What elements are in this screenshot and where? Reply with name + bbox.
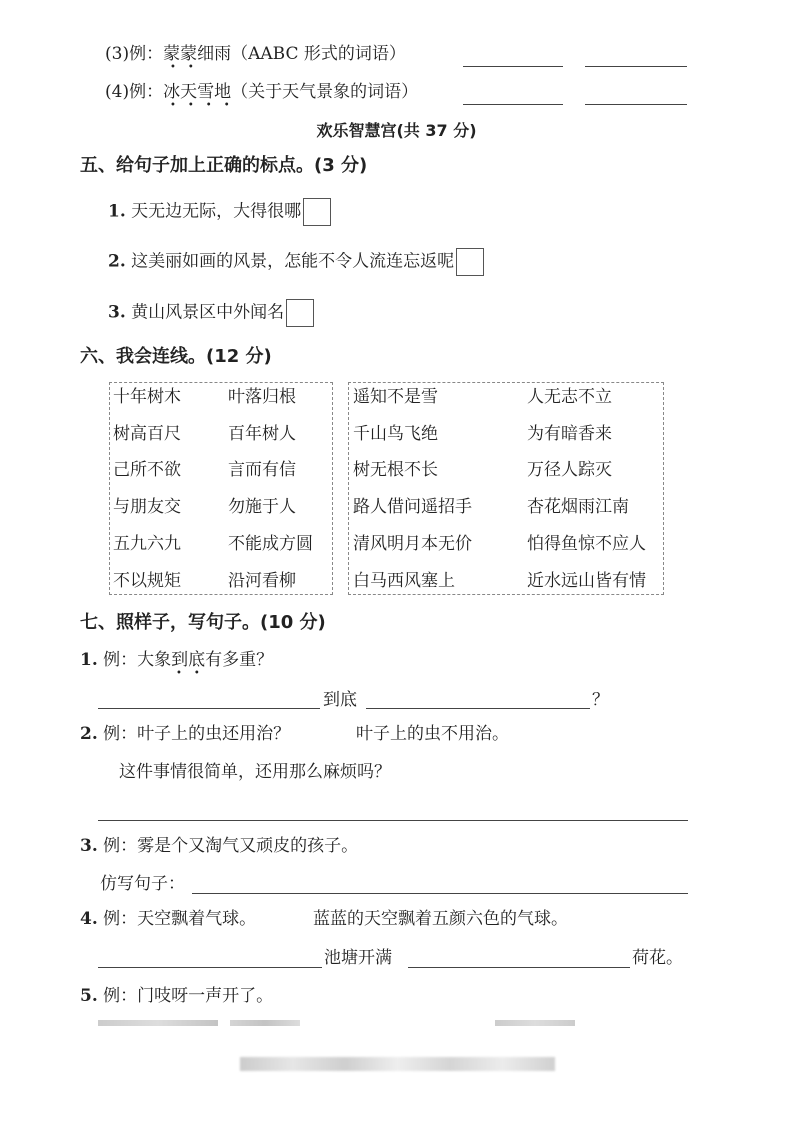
section-title: 欢乐智慧宫(共 37 分) bbox=[316, 121, 477, 140]
match-item[interactable]: 十年树木 bbox=[113, 387, 181, 407]
match-item[interactable]: 万径人踪灭 bbox=[527, 460, 612, 480]
sec5-item-2 bbox=[108, 248, 484, 276]
match-item[interactable]: 言而有信 bbox=[228, 460, 296, 480]
sec6-heading: 六、我会连线。(12 分) bbox=[80, 346, 272, 367]
answer-blank[interactable] bbox=[98, 967, 322, 968]
q4-mid-text: 池塘开满 bbox=[324, 948, 392, 968]
match-item[interactable]: 不以规矩 bbox=[113, 571, 181, 591]
match-item[interactable]: 人无志不立 bbox=[527, 387, 612, 407]
sec7-q5-example bbox=[80, 984, 273, 1008]
cropped-text-fragment bbox=[230, 1020, 300, 1026]
q4-answer-text: 蓝蓝的天空飘着五颜六色的气球。 bbox=[313, 909, 568, 929]
match-item[interactable]: 白马西风塞上 bbox=[353, 571, 455, 591]
punctuation-box[interactable] bbox=[303, 198, 331, 226]
top-item-4-note: （关于天气景象的词语） bbox=[231, 82, 419, 102]
answer-blank[interactable] bbox=[463, 104, 563, 105]
item-number: 1. bbox=[108, 201, 126, 222]
example-text: 例：天空飘着气球。 bbox=[103, 909, 257, 929]
punctuation-box[interactable] bbox=[456, 248, 484, 276]
item-text: 天无边无际，大得很哪 bbox=[131, 201, 302, 222]
cropped-text-fragment bbox=[98, 1020, 218, 1026]
q1-mid-text: 到底 bbox=[323, 690, 357, 710]
item-number: 1. bbox=[80, 650, 98, 670]
match-item[interactable]: 路人借问遥招手 bbox=[353, 497, 472, 517]
answer-blank[interactable] bbox=[98, 820, 688, 821]
match-item[interactable]: 勿施于人 bbox=[228, 497, 296, 517]
example-text: 例：门吱呀一声开了。 bbox=[103, 986, 274, 1006]
sec7-q3-example bbox=[80, 834, 358, 858]
q4-end-text: 荷花。 bbox=[632, 948, 683, 968]
answer-blank[interactable] bbox=[408, 967, 630, 968]
item-number: 5. bbox=[80, 986, 98, 1006]
q3-prompt-text: 仿写句子： bbox=[100, 874, 185, 894]
item-number: 2. bbox=[80, 724, 98, 744]
sec5-heading: 五、给句子加上正确的标点。(3 分) bbox=[80, 155, 368, 176]
match-item[interactable]: 百年树人 bbox=[228, 424, 296, 444]
match-item[interactable]: 为有暗香来 bbox=[527, 424, 612, 444]
q2-prompt-text: 这件事情很简单，还用那么麻烦吗？ bbox=[119, 762, 391, 782]
match-item[interactable]: 怕得鱼惊不应人 bbox=[527, 534, 646, 554]
blurred-footer bbox=[240, 1057, 555, 1071]
item-number: 2. bbox=[108, 251, 126, 272]
match-item[interactable]: 千山鸟飞绝 bbox=[353, 424, 438, 444]
answer-blank[interactable] bbox=[98, 708, 320, 709]
answer-blank[interactable] bbox=[366, 708, 590, 709]
match-item[interactable]: 树无根不长 bbox=[353, 460, 438, 480]
matching-box-right bbox=[348, 382, 664, 595]
emphasis-dots: •••• bbox=[170, 100, 242, 111]
answer-blank[interactable] bbox=[585, 66, 687, 67]
q2-answer-text: 叶子上的虫不用治。 bbox=[356, 724, 509, 744]
q1-end-text: ？ bbox=[592, 690, 609, 710]
top-item-3-prefix: (3)例： bbox=[105, 44, 164, 64]
sec5-item-1 bbox=[108, 198, 331, 226]
sec7-heading: 七、照样子，写句子。(10 分) bbox=[80, 612, 326, 633]
match-item[interactable]: 树高百尺 bbox=[113, 424, 181, 444]
cropped-text-fragment bbox=[495, 1020, 575, 1026]
top-item-4 bbox=[105, 80, 418, 104]
example-text: 例：叶子上的虫还用治？ bbox=[103, 724, 291, 744]
sec7-q4-example bbox=[80, 907, 256, 931]
match-item[interactable]: 与朋友交 bbox=[113, 497, 181, 517]
punctuation-box[interactable] bbox=[286, 299, 314, 327]
top-item-3 bbox=[105, 42, 406, 66]
answer-blank[interactable] bbox=[585, 104, 687, 105]
item-number: 4. bbox=[80, 909, 98, 929]
top-item-4-prefix: (4)例： bbox=[105, 82, 164, 102]
sec5-item-3 bbox=[108, 299, 314, 327]
item-number: 3. bbox=[108, 302, 126, 323]
emphasis-dots: •• bbox=[170, 62, 206, 73]
matching-box-left bbox=[109, 382, 333, 595]
top-item-3-word: 蒙蒙细雨 bbox=[163, 44, 232, 64]
match-item[interactable]: 近水远山皆有情 bbox=[527, 571, 646, 591]
match-item[interactable]: 不能成方圆 bbox=[228, 534, 313, 554]
sec7-q2-example bbox=[80, 722, 290, 746]
match-item[interactable]: 遥知不是雪 bbox=[353, 387, 438, 407]
match-item[interactable]: 沿河看柳 bbox=[228, 571, 296, 591]
match-item[interactable]: 叶落归根 bbox=[228, 387, 296, 407]
example-text: 例：雾是个又淘气又顽皮的孩子。 bbox=[103, 836, 359, 856]
answer-blank[interactable] bbox=[463, 66, 563, 67]
item-text: 黄山风景区中外闻名 bbox=[131, 302, 285, 323]
answer-blank[interactable] bbox=[192, 893, 688, 894]
emphasis-dots: •• bbox=[176, 668, 212, 679]
match-item[interactable]: 己所不欲 bbox=[113, 460, 181, 480]
match-item[interactable]: 五九六九 bbox=[113, 534, 181, 554]
item-number: 3. bbox=[80, 836, 98, 856]
top-item-3-note: （AABC 形式的词语） bbox=[231, 44, 406, 64]
top-item-4-word: 冰天雪地 bbox=[163, 82, 232, 102]
match-item[interactable]: 清风明月本无价 bbox=[353, 534, 472, 554]
example-text: 例：大象到底有多重？ bbox=[103, 650, 274, 670]
match-item[interactable]: 杏花烟雨江南 bbox=[527, 497, 629, 517]
item-text: 这美丽如画的风景，怎能不令人流连忘返呢 bbox=[131, 251, 455, 272]
